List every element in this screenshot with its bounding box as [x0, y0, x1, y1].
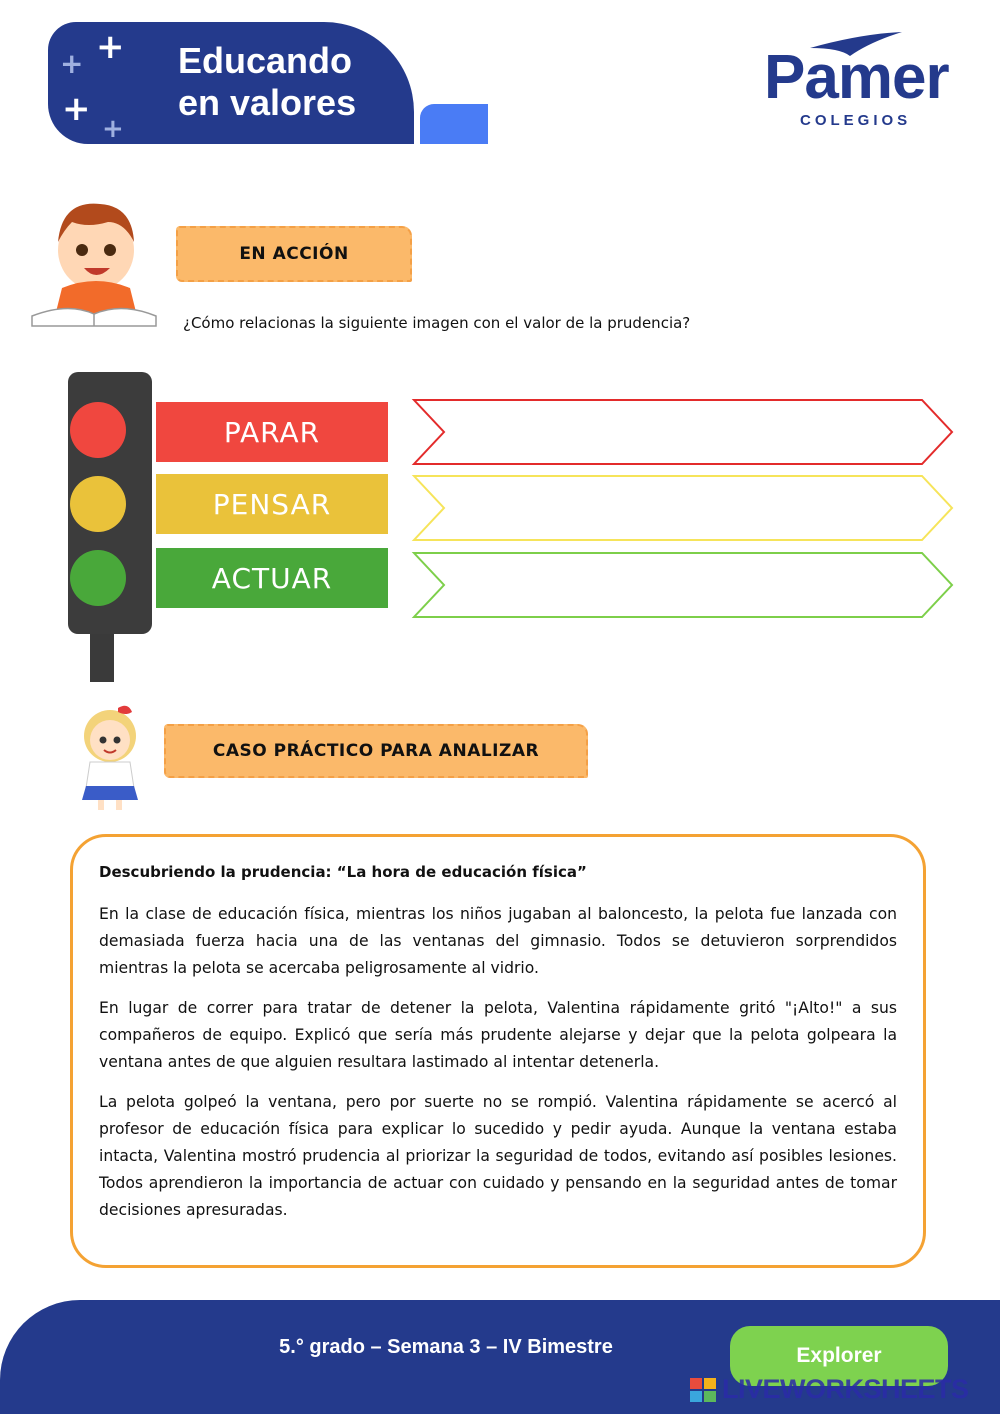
- plus-icon: +: [62, 89, 91, 129]
- explorer-button[interactable]: Explorer: [730, 1326, 948, 1386]
- label-bar-actuar: [156, 548, 388, 608]
- story-paragraph: En la clase de educación física, mientras los niños jugaban al baloncesto, la pelota fue lanzada con demasiada fuerza hacia una de las ventanas del gimnasio. Todos se detuvieron sorprendidos mientras la pelota se acercaba peligrosamente al vidrio.: [99, 905, 897, 977]
- section-banner-en-accion: EN ACCIÓN: [176, 226, 412, 282]
- section-banner-caso-practico: CASO PRÁCTICO PARA ANALIZAR: [164, 724, 588, 778]
- label-bar-parar: [156, 402, 388, 462]
- boy-reading-icon: [28, 192, 160, 332]
- answer-field-actuar[interactable]: [410, 549, 958, 621]
- girl-icon: [68, 702, 152, 814]
- story-box: [70, 834, 926, 1268]
- label-parar: PARAR: [223, 415, 321, 449]
- brand-logo: Pamer: [764, 43, 949, 112]
- plus-icon: +: [102, 114, 124, 144]
- brand-subtitle: COLEGIOS: [800, 112, 912, 129]
- title-line-1: Educando: [178, 40, 353, 81]
- footer-grade-text: 5.° grado – Semana 3 – IV Bimestre: [279, 1336, 613, 1358]
- story-paragraph: La pelota golpeó la ventana, pero por suerte no se rompió. Valentina rápidamente se acercó al profesor de educación física para explicar lo sucedido y pedir ayuda. Aunque la ventana estaba intacta, Valentina mostró prudencia al priorizar la seguridad de todos, evitando así posibles lesiones. Todos aprendieron la importancia de actuar con cuidado y pensando en la seguridad antes de tomar decisiones apresuradas.: [99, 1093, 897, 1219]
- label-actuar: ACTUAR: [211, 561, 333, 595]
- liveworksheets-watermark: LIVEWORKSHEETS: [722, 1374, 969, 1404]
- question-text: ¿Cómo relacionas la siguiente imagen con el valor de la prudencia?: [183, 314, 691, 332]
- plus-icon: +: [60, 47, 84, 80]
- header-accent-tab: [420, 104, 488, 144]
- plus-icon: +: [96, 27, 125, 67]
- page-title: [178, 40, 356, 124]
- label-bar-pensar: [156, 474, 388, 534]
- story-paragraph: En lugar de correr para tratar de detener la pelota, Valentina rápidamente gritó "¡Alto!" a sus compañeros de equipo. Explicó que sería más prudente alejarse y dejar que la pelota golpeara la ventana antes de que alguien resultara lastimado al intentar detenerla.: [99, 999, 897, 1071]
- story-title: Descubriendo la prudencia: “La hora de educación física”: [99, 863, 587, 881]
- label-pensar: PENSAR: [212, 487, 332, 521]
- traffic-light-graphic: [68, 360, 388, 682]
- answer-field-pensar[interactable]: [410, 472, 958, 544]
- liveworksheets-logo-icon: [690, 1378, 718, 1402]
- answer-field-parar[interactable]: [410, 396, 958, 468]
- traffic-light-icon: [68, 360, 154, 682]
- title-line-2: en valores: [178, 82, 357, 123]
